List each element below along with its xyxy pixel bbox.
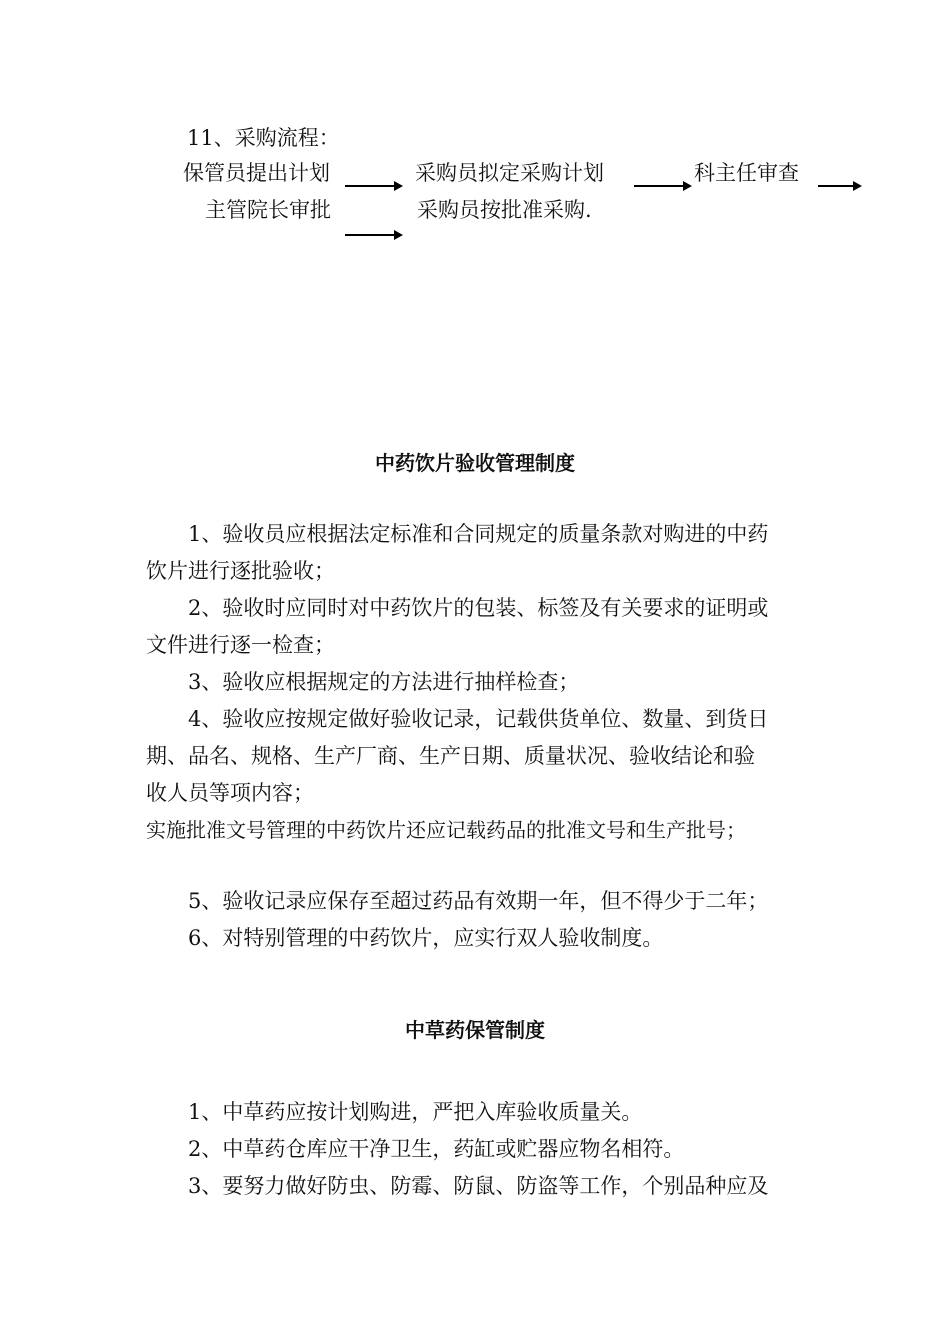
acceptance-title: 中药饮片验收管理制度 (375, 451, 575, 475)
acceptance-item-5: 5、验收记录应保存至超过药品有效期一年，但不得少于二年； (188, 889, 769, 913)
arrow-right-icon (345, 180, 403, 192)
arrow-right-icon (634, 180, 692, 192)
flow-step-buyer-draft: 采购员拟定采购计划 (415, 161, 604, 185)
flow-arrow (634, 180, 692, 192)
acceptance-item-1-line1: 1、验收员应根据法定标准和合同规定的质量条款对购进的中药 (188, 522, 769, 546)
acceptance-item-3: 3、验收应根据规定的方法进行抽样检查； (188, 670, 580, 694)
flow-step-keeper-plan: 保管员提出计划 (183, 161, 330, 185)
flow-arrow (345, 180, 403, 192)
flow-step-director-review: 科主任审查 (694, 161, 799, 185)
flow-step-dean-approve: 主管院长审批 (205, 198, 331, 222)
acceptance-item-4-line4: 实施批准文号管理的中药饮片还应记载药品的批准文号和生产批号； (146, 818, 746, 842)
acceptance-item-1-line2: 饮片进行逐批验收； (146, 559, 335, 583)
acceptance-item-2-line2: 文件进行逐一检查； (146, 633, 335, 657)
procurement-heading: 11、采购流程： (187, 126, 340, 150)
acceptance-item-4-line1: 4、验收应按规定做好验收记录，记载供货单位、数量、到货日 (188, 707, 769, 731)
acceptance-item-4-line2: 期、品名、规格、生产厂商、生产日期、质量状况、验收结论和验 (146, 744, 755, 768)
storage-item-2: 2、中草药仓库应干净卫生，药缸或贮器应物名相符。 (188, 1137, 685, 1161)
flow-arrow (345, 229, 403, 241)
storage-item-1: 1、中草药应按计划购进，严把入库验收质量关。 (188, 1100, 643, 1124)
storage-item-3: 3、要努力做好防虫、防霉、防鼠、防盗等工作，个别品种应及 (188, 1174, 769, 1198)
flow-step-buyer-purchase: 采购员按批准采购. (417, 198, 592, 222)
arrow-right-icon (345, 229, 403, 241)
storage-title: 中草药保管制度 (405, 1018, 545, 1042)
acceptance-item-6: 6、对特别管理的中药饮片，应实行双人验收制度。 (188, 926, 664, 950)
acceptance-item-4-line3: 收人员等项内容； (146, 781, 314, 805)
flow-arrow (818, 180, 876, 192)
acceptance-item-2-line1: 2、验收时应同时对中药饮片的包装、标签及有关要求的证明或 (188, 596, 769, 620)
arrow-right-icon (818, 180, 862, 192)
